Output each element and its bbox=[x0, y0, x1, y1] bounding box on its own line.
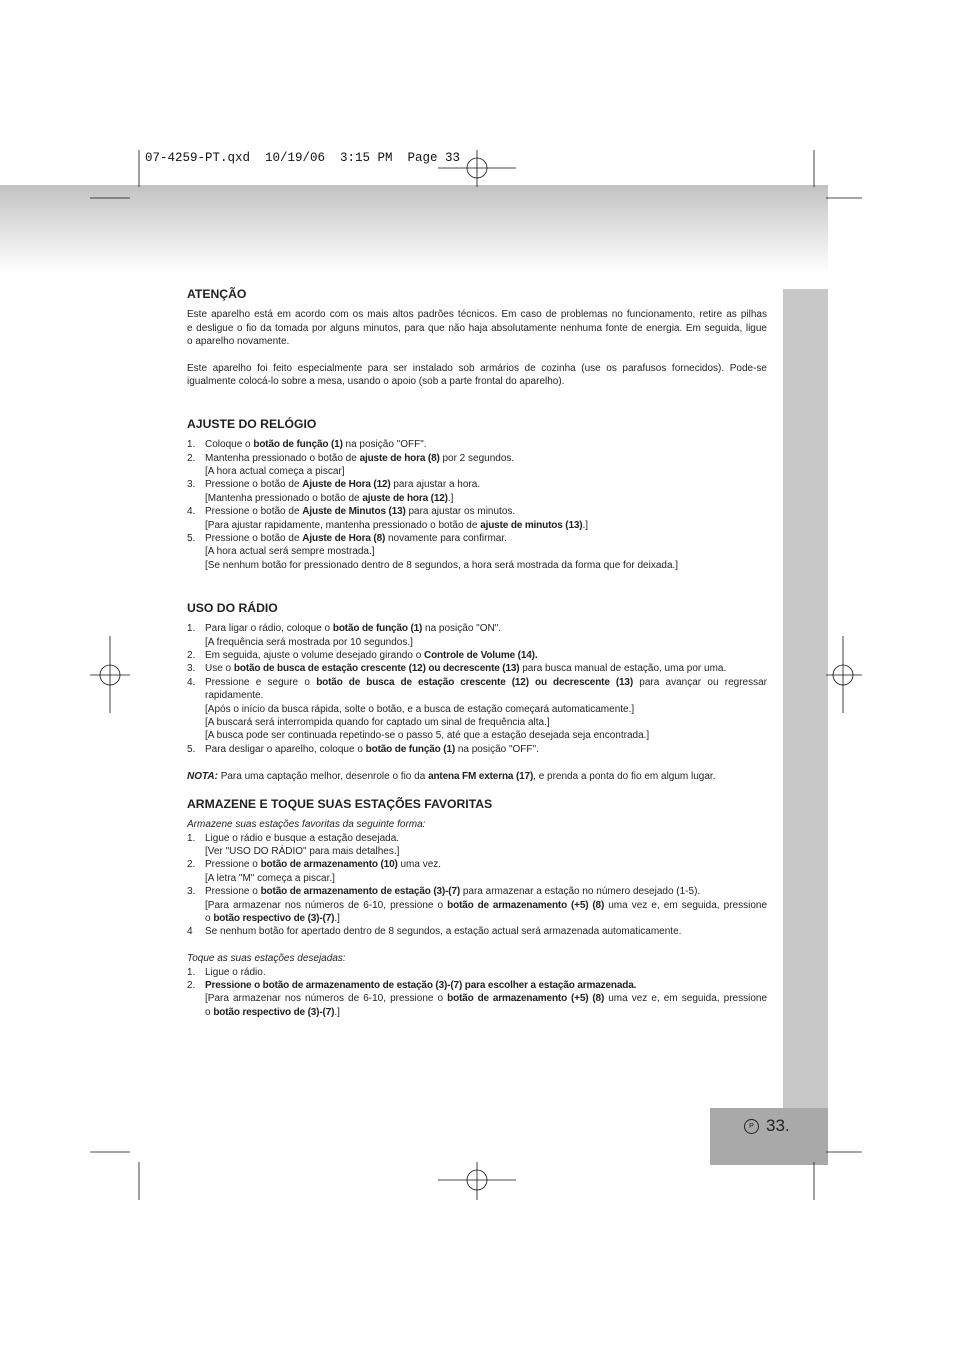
italic-text: Armazene suas estações favoritas da seguinte forma: bbox=[187, 819, 426, 831]
list-number: 1. bbox=[187, 966, 196, 978]
list-item bbox=[187, 622, 767, 649]
text-line bbox=[187, 362, 767, 375]
text-run: .] bbox=[334, 1006, 340, 1018]
list-number: 2. bbox=[187, 650, 196, 662]
text-line bbox=[205, 438, 767, 451]
list-item bbox=[187, 832, 767, 859]
bold-text: botão de armazenamento (10) bbox=[260, 859, 398, 871]
bold-text: Pressione o botão de armazenamento de estação (3)-(7) para escolher a estação armazenada. bbox=[205, 979, 637, 991]
bold-text: ajuste de hora (8) bbox=[359, 452, 440, 464]
text-run: Pressione o botão de bbox=[205, 533, 303, 545]
print-slug-line: 07-4259-PT.qxd 10/19/06 3:15 PM Page 33 bbox=[145, 151, 461, 165]
text-run: Pressione o bbox=[205, 886, 261, 898]
text-run: uma vez e, em seguida, pressione bbox=[604, 993, 767, 1005]
bold-text: botão de busca de estação crescente (12) ou decrescente (13) bbox=[233, 663, 520, 675]
text-run: Pressione o bbox=[205, 859, 261, 871]
para-block bbox=[187, 362, 767, 389]
bold-text: botão de função (1) bbox=[253, 439, 343, 451]
bold-text: botão respectivo de (3)-(7) bbox=[213, 1006, 335, 1018]
text-run: Para desligar o aparelho, coloque o bbox=[205, 743, 366, 755]
list-number: 2. bbox=[187, 859, 196, 871]
text-run: igualmente colocá-lo sobre a mesa, usando o apoio (sob a parte frontal do aparelho). bbox=[187, 376, 565, 388]
list-number: 5. bbox=[187, 533, 196, 545]
section-heading: ARMAZENE E TOQUE SUAS ESTAÇÕES FAVORITAS bbox=[187, 797, 493, 811]
list-number: 5. bbox=[187, 743, 196, 755]
text-line bbox=[205, 478, 767, 491]
text-run: [Para armazenar nos números de 6-10, pressione o bbox=[205, 899, 448, 911]
list-number: 2. bbox=[187, 979, 196, 991]
text-line bbox=[205, 492, 767, 505]
text-run: na posição "OFF". bbox=[342, 439, 427, 451]
text-run: [A hora actual será sempre mostrada.] bbox=[205, 546, 375, 558]
text-run: .] bbox=[447, 492, 454, 504]
numbered-list bbox=[187, 622, 767, 756]
text-run: Pressione o botão de bbox=[205, 506, 303, 518]
bold-text: botão de função (1) bbox=[365, 743, 456, 755]
text-line bbox=[205, 925, 767, 938]
text-run: [Se nenhum botão for pressionado dentro de 8 segundos, a hora será mostrada da forma que for deixada.] bbox=[205, 559, 679, 571]
text-run: para ajustar a hora. bbox=[390, 479, 481, 491]
bold-text: botão respectivo de (3)-(7) bbox=[213, 913, 335, 925]
text-line bbox=[205, 858, 767, 871]
text-line bbox=[205, 716, 767, 729]
section-body bbox=[187, 308, 767, 388]
list-item bbox=[187, 966, 767, 979]
bold-text: botão de função (1) bbox=[332, 623, 423, 635]
section-armazene-e-toque bbox=[187, 797, 767, 1019]
section-ajuste-do-relogio bbox=[187, 417, 767, 572]
text-run: [A frequência será mostrada por 10 segundos.] bbox=[205, 636, 413, 648]
bold-text: ajuste de hora (12) bbox=[362, 492, 448, 504]
text-line bbox=[187, 322, 767, 335]
bold-text: botão de armazenamento (+5) (8) bbox=[447, 993, 605, 1005]
list-number: 3. bbox=[187, 479, 196, 491]
text-line bbox=[187, 952, 767, 965]
registration-mark-bottom bbox=[438, 1162, 516, 1200]
list-number: 1. bbox=[187, 623, 196, 635]
text-run: Se nenhum botão for apertado dentro de 8 segundos, a estação actual será armazenada automaticamente. bbox=[205, 926, 682, 938]
section-body bbox=[187, 622, 767, 783]
text-run: Em seguida, ajuste o volume desejado girando o bbox=[205, 650, 425, 662]
text-line bbox=[205, 689, 767, 702]
bold-text: antena FM externa (17) bbox=[428, 770, 534, 782]
text-line bbox=[205, 545, 767, 558]
list-item bbox=[187, 505, 767, 532]
text-line bbox=[205, 832, 767, 845]
text-run: e desligue o fio da tomada por alguns minutos, para que não haja absolutamente nenhuma fonte de energia. Em seguida, ligue bbox=[187, 322, 767, 334]
registration-mark-right bbox=[826, 636, 862, 713]
text-run: o aparelho novamente. bbox=[187, 336, 290, 348]
text-run: para avançar ou regressar bbox=[633, 676, 767, 688]
text-line bbox=[187, 308, 767, 321]
text-run: para busca manual de estação, uma por uma. bbox=[519, 663, 727, 675]
text-run: o bbox=[205, 1006, 214, 1018]
text-line bbox=[205, 662, 767, 675]
text-run: [Ver "USO DO RÁDIO" para mais detalhes.] bbox=[205, 846, 400, 858]
text-line bbox=[205, 912, 767, 925]
intro-block bbox=[187, 952, 767, 965]
list-item bbox=[187, 925, 767, 938]
text-line bbox=[205, 845, 767, 858]
list-item bbox=[187, 979, 767, 1019]
text-line bbox=[205, 465, 767, 478]
italic-text: Toque as suas estações desejadas: bbox=[187, 953, 346, 965]
section-heading: USO DO RÁDIO bbox=[187, 601, 278, 615]
registration-mark-top bbox=[438, 150, 516, 187]
text-run: na posição "ON". bbox=[422, 623, 502, 635]
bold-italic-text: NOTA: bbox=[187, 770, 218, 782]
list-item bbox=[187, 532, 767, 572]
text-line bbox=[205, 649, 767, 662]
text-run: uma vez. bbox=[397, 859, 442, 871]
text-line bbox=[187, 770, 767, 783]
text-line bbox=[205, 743, 767, 756]
text-run: , e prenda a ponta do fio em algum lugar. bbox=[533, 770, 716, 782]
text-run: Coloque o bbox=[205, 439, 254, 451]
text-line bbox=[187, 375, 767, 388]
list-item bbox=[187, 649, 767, 662]
section-atencao bbox=[187, 287, 767, 389]
text-line bbox=[187, 335, 767, 348]
list-number: 1. bbox=[187, 439, 196, 451]
text-run: novamente para confirmar. bbox=[385, 533, 507, 545]
list-number: 1. bbox=[187, 832, 196, 844]
text-run: Pressione e segure o bbox=[205, 676, 317, 688]
text-run: .] bbox=[334, 913, 340, 925]
section-heading: ATENÇÃO bbox=[187, 287, 247, 301]
list-number: 3. bbox=[187, 663, 196, 675]
bold-text: Ajuste de Minutos (13) bbox=[302, 506, 406, 518]
numbered-list bbox=[187, 832, 767, 939]
text-line bbox=[205, 636, 767, 649]
text-line bbox=[205, 532, 767, 545]
text-run: na posição "OFF". bbox=[455, 743, 539, 755]
text-run: [Mantenha pressionado o botão de bbox=[205, 492, 363, 504]
text-run: Mantenha pressionado o botão de bbox=[205, 452, 360, 464]
bold-text: botão de armazenamento (+5) (8) bbox=[447, 899, 605, 911]
text-line bbox=[205, 992, 767, 1005]
text-line bbox=[205, 622, 767, 635]
text-line bbox=[205, 505, 767, 518]
text-line bbox=[205, 703, 767, 716]
section-body bbox=[187, 818, 767, 1019]
text-run: Use o bbox=[205, 663, 234, 675]
text-run: Este aparelho foi feito especialmente para ser instalado sob armários de cozinha (use os parafusos fornecidos). Pode-se bbox=[187, 362, 767, 374]
text-run: [A buscará será interrompida quando for captado um sinal de frequência alta.] bbox=[205, 717, 550, 729]
note-block bbox=[187, 770, 767, 783]
text-line bbox=[205, 519, 767, 532]
text-line bbox=[205, 899, 767, 912]
list-number: 3. bbox=[187, 886, 196, 898]
bold-text: ajuste de minutos (13) bbox=[480, 519, 583, 531]
bold-text: Ajuste de Hora (12) bbox=[302, 479, 391, 491]
bold-text: botão de armazenamento de estação (3)-(7) bbox=[260, 886, 461, 898]
text-run: por 2 segundos. bbox=[439, 452, 515, 464]
text-run: [Para armazenar nos números de 6-10, pressione o bbox=[205, 993, 448, 1005]
text-line bbox=[205, 872, 767, 885]
text-run: [A letra "M" começa a piscar.] bbox=[205, 872, 335, 884]
text-line bbox=[205, 452, 767, 465]
list-item bbox=[187, 478, 767, 505]
text-run: Pressione o botão de bbox=[205, 479, 303, 491]
text-line bbox=[205, 979, 767, 992]
bold-text: botão de busca de estação crescente (12) ou decrescente (13) bbox=[316, 676, 634, 688]
list-item bbox=[187, 452, 767, 479]
text-run: Este aparelho está em acordo com os mais altos padrões técnicos. Em caso de problemas no funcionamento, retire as pilhas bbox=[187, 309, 767, 321]
text-line bbox=[205, 885, 767, 898]
text-line bbox=[205, 1006, 767, 1019]
bold-text: Ajuste de Hora (8) bbox=[302, 533, 386, 545]
list-item bbox=[187, 438, 767, 451]
text-run: Para uma captação melhor, desenrole o fio da bbox=[217, 770, 429, 782]
text-run: Ligue o rádio. bbox=[205, 966, 266, 978]
text-run: uma vez e, em seguida, pressione bbox=[604, 899, 767, 911]
text-line bbox=[187, 818, 767, 831]
list-item bbox=[187, 743, 767, 756]
text-run: para ajustar os minutos. bbox=[405, 506, 516, 518]
list-number: 4. bbox=[187, 676, 196, 688]
text-run: o bbox=[205, 913, 214, 925]
text-line bbox=[205, 966, 767, 979]
numbered-list bbox=[187, 438, 767, 572]
list-number: 4. bbox=[187, 506, 196, 518]
text-run: rapidamente. bbox=[205, 690, 264, 702]
text-run: Ligue o rádio e busque a estação desejada. bbox=[205, 832, 400, 844]
intro-block bbox=[187, 818, 767, 831]
list-item bbox=[187, 662, 767, 675]
list-number: 4 bbox=[187, 926, 193, 938]
text-run: Para ligar o rádio, coloque o bbox=[205, 623, 333, 635]
registration-mark-left bbox=[90, 636, 130, 713]
list-item bbox=[187, 858, 767, 885]
text-run: [A busca pode ser continuada repetindo-se o passo 5, até que a estação desejada seja encontrada.] bbox=[205, 730, 650, 742]
text-run: [Para ajustar rapidamente, mantenha pressionado o botão de bbox=[205, 519, 481, 531]
text-run: para armazenar a estação no número desejado (1-5). bbox=[460, 886, 701, 898]
page-number: 33. bbox=[766, 1116, 790, 1135]
numbered-list bbox=[187, 966, 767, 1020]
section-heading: AJUSTE DO RELÓGIO bbox=[187, 417, 317, 431]
list-item bbox=[187, 676, 767, 743]
section-uso-do-radio bbox=[187, 601, 767, 783]
list-number: 2. bbox=[187, 452, 196, 464]
list-item bbox=[187, 885, 767, 925]
text-line bbox=[205, 729, 767, 742]
text-line bbox=[205, 676, 767, 689]
section-body bbox=[187, 438, 767, 572]
text-run: [A hora actual começa a piscar] bbox=[205, 466, 345, 478]
text-run: .] bbox=[582, 519, 589, 531]
bold-text: Controle de Volume (14). bbox=[424, 650, 538, 662]
language-badge-icon: P bbox=[744, 1119, 759, 1134]
text-line bbox=[205, 559, 767, 572]
text-run: [Após o início da busca rápida, solte o botão, e a busca de estação começará automaticamente.] bbox=[205, 703, 635, 715]
para-block bbox=[187, 308, 767, 348]
